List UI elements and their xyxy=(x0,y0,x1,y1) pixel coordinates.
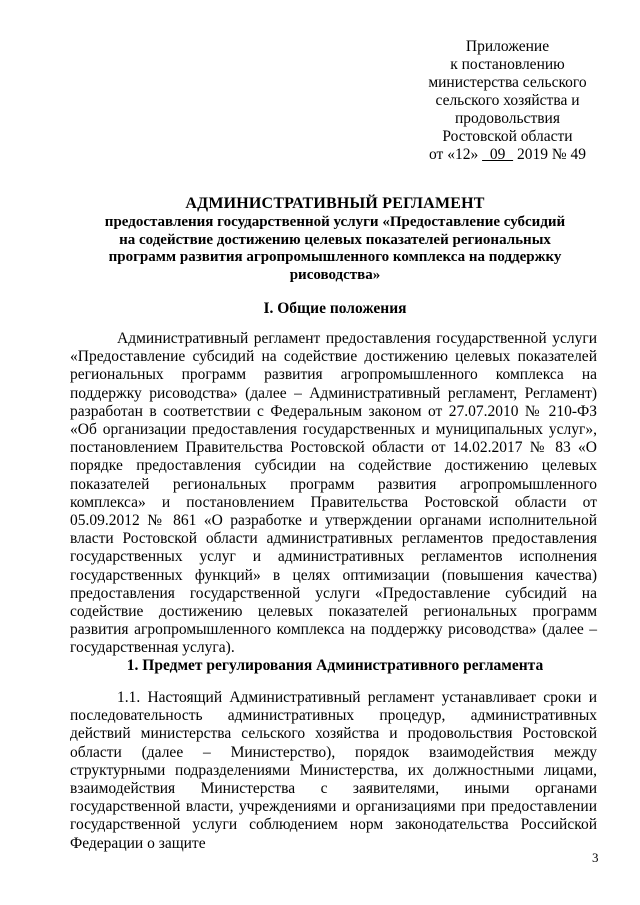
page-number: 3 xyxy=(592,850,599,865)
appendix-line: Ростовской области xyxy=(442,128,573,145)
appendix-line: продовольствия xyxy=(455,110,560,127)
document-subtitle xyxy=(70,214,600,284)
appendix-line: к постановлению xyxy=(450,56,565,73)
appendix-date-prefix: от «12» xyxy=(429,146,483,163)
section-paragraph-subject: 1.1. Настоящий Административный регламент устанавливает сроки и последовательность административных процедур, административных действий министерства сельского хозяйства и продовольствия Ростовской области (далее – Министерство), порядок взаимодействия между структурными подразделениями Министерства, их должностными лицами, взаимодействия Министерства с заявителями, иными органами государственной власти, учреждениями и организациями при предоставлении государственной услуги соблюдением норм законодательства Российской Федерации о защите xyxy=(70,689,597,852)
subtitle-line: рисоводства» xyxy=(289,266,381,283)
appendix-line: Приложение xyxy=(465,38,550,55)
appendix-block xyxy=(400,38,615,164)
subtitle-line: программ развития агропромышленного комплекса на поддержку xyxy=(108,249,562,265)
appendix-line: сельского хозяйства и xyxy=(435,92,580,109)
appendix-date xyxy=(400,146,615,164)
subtitle-line: предоставления государственной услуги «Предоставление субсидий xyxy=(104,214,566,230)
appendix-date-suffix: 2019 № 49 xyxy=(513,146,586,163)
section-paragraph-general: Административный регламент предоставления государственной услуги «Предоставление субсидий на содействие достижению целевых показателей региональных программ развития агропромышленного комплекса на поддержку рисоводства» (далее – Административный регламент, Регламент) разработан в соответствии с Федеральным законом от 27.07.2010 № 210-ФЗ «Об организации предоставления государственных и муниципальных услуг», постановлением Правительства Ростовской области от 14.02.2017 № 83 «О порядке предоставления субсидии на содействие достижению целевых показателей региональных программ развития агропромышленного комплекса» и постановлением Правительства Ростовской области от 05.09.2012 № 861 «О разработке и утверждении органами исполнительной власти Ростовской области административных регламентов предоставления государственных услуг и административных регламентов исполнения государственных функций» в целях оптимизации (повышения качества) предоставления государственной услуги «Предоставление субсидий на содействие достижению целевых показателей региональных программ развития агропромышленного комплекса на поддержку рисоводства» (далее – государственная услуга). xyxy=(70,330,597,657)
section-heading-subject: 1. Предмет регулирования Административного регламента xyxy=(126,657,544,674)
appendix-date-month: 09 xyxy=(482,146,514,163)
section-heading-general: I. Общие положения xyxy=(263,300,407,317)
subtitle-line: на содействие достижению целевых показателей региональных xyxy=(119,231,551,248)
appendix-line: министерства сельского xyxy=(428,74,587,91)
document-title: АДМИНИСТРАТИВНЫЙ РЕГЛАМЕНТ xyxy=(185,195,485,212)
